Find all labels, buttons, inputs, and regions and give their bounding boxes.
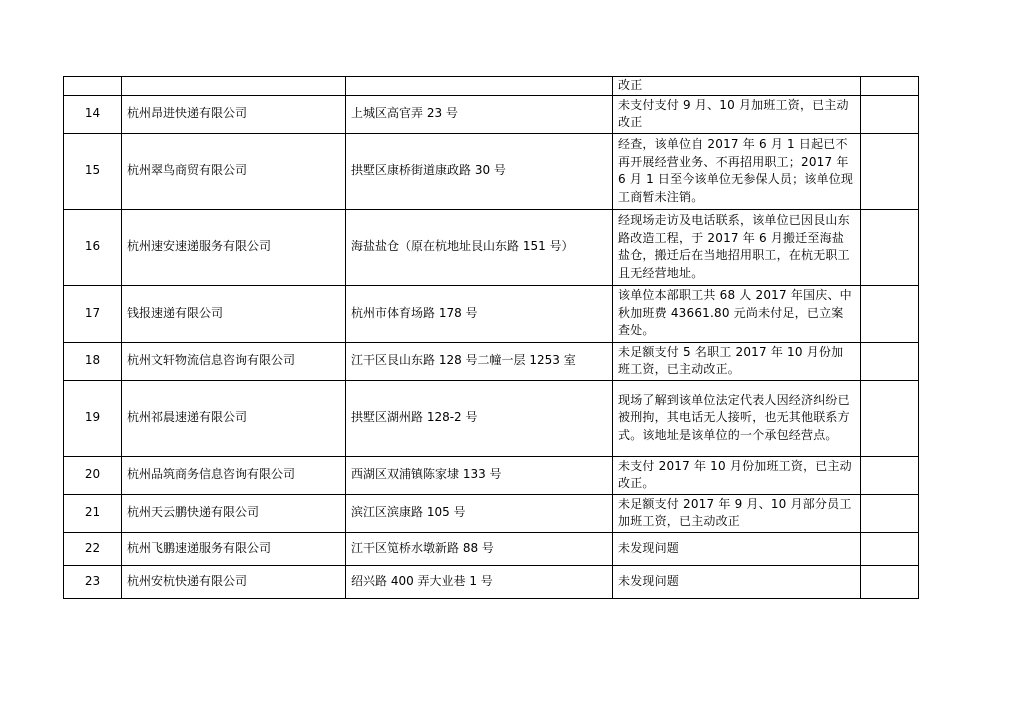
table-row	[64, 95, 919, 133]
company-name: 钱报速递有限公司	[122, 285, 346, 342]
table-row	[64, 456, 919, 494]
company-address: 滨江区滨康路 105 号	[346, 494, 613, 532]
company-name: 杭州昂进快递有限公司	[122, 95, 346, 133]
row-number	[64, 77, 122, 96]
remark-cell	[861, 133, 919, 209]
remark-cell	[861, 456, 919, 494]
inspection-result: 经现场走访及电话联系，该单位已因艮山东路改造工程，于 2017 年 6 月搬迁至海盐盐仓，搬迁后在当地招用职工，在杭无职工且无经营地址。	[613, 209, 861, 285]
company-name	[122, 77, 346, 96]
company-address	[346, 77, 613, 96]
remark-cell	[861, 342, 919, 380]
table-row	[64, 380, 919, 456]
table-row	[64, 133, 919, 209]
company-name: 杭州文轩物流信息咨询有限公司	[122, 342, 346, 380]
inspection-result: 未支付 2017 年 10 月份加班工资，已主动改正。	[613, 456, 861, 494]
remark-cell	[861, 565, 919, 598]
row-number: 15	[64, 133, 122, 209]
inspection-result: 未发现问题	[613, 532, 861, 565]
company-address: 拱墅区湖州路 128-2 号	[346, 380, 613, 456]
company-name: 杭州品筑商务信息咨询有限公司	[122, 456, 346, 494]
inspection-result: 未足额支付 5 名职工 2017 年 10 月份加班工资，已主动改正。	[613, 342, 861, 380]
inspection-results-table	[63, 76, 919, 599]
remark-cell	[861, 494, 919, 532]
inspection-result: 该单位本部职工共 68 人 2017 年国庆、中秋加班费 43661.80 元尚未付足，已立案查处。	[613, 285, 861, 342]
table-row	[64, 285, 919, 342]
company-name: 杭州安杭快递有限公司	[122, 565, 346, 598]
remark-cell	[861, 380, 919, 456]
row-number: 21	[64, 494, 122, 532]
inspection-result: 未发现问题	[613, 565, 861, 598]
company-name: 杭州飞鹏速递服务有限公司	[122, 532, 346, 565]
row-number: 17	[64, 285, 122, 342]
company-address: 上城区高官弄 23 号	[346, 95, 613, 133]
company-address: 江干区艮山东路 128 号二幢一层 1253 室	[346, 342, 613, 380]
remark-cell	[861, 95, 919, 133]
inspection-result: 未足额支付 2017 年 9 月、10 月部分员工加班工资，已主动改正	[613, 494, 861, 532]
company-name: 杭州祁晨速递有限公司	[122, 380, 346, 456]
table-row	[64, 209, 919, 285]
row-number: 16	[64, 209, 122, 285]
company-name: 杭州天云鹏快递有限公司	[122, 494, 346, 532]
company-address: 海盐盐仓（原在杭地址艮山东路 151 号）	[346, 209, 613, 285]
company-address: 西湖区双浦镇陈家埭 133 号	[346, 456, 613, 494]
row-number: 19	[64, 380, 122, 456]
table-row	[64, 77, 919, 96]
company-address: 拱墅区康桥街道康政路 30 号	[346, 133, 613, 209]
remark-cell	[861, 209, 919, 285]
row-number: 20	[64, 456, 122, 494]
table-row	[64, 494, 919, 532]
company-address: 杭州市体育场路 178 号	[346, 285, 613, 342]
inspection-result: 现场了解到该单位法定代表人因经济纠纷已被刑拘，其电话无人接听，也无其他联系方式。该地址是该单位的一个承包经营点。	[613, 380, 861, 456]
company-address: 江干区笕桥水墩新路 88 号	[346, 532, 613, 565]
inspection-result: 未支付支付 9 月、10 月加班工资，已主动改正	[613, 95, 861, 133]
inspection-result: 改正	[613, 77, 861, 96]
remark-cell	[861, 532, 919, 565]
remark-cell	[861, 77, 919, 96]
row-number: 18	[64, 342, 122, 380]
company-name: 杭州速安速递服务有限公司	[122, 209, 346, 285]
row-number: 23	[64, 565, 122, 598]
company-address: 绍兴路 400 弄大业巷 1 号	[346, 565, 613, 598]
row-number: 22	[64, 532, 122, 565]
table-row	[64, 342, 919, 380]
row-number: 14	[64, 95, 122, 133]
table-row	[64, 532, 919, 565]
company-name: 杭州翠鸟商贸有限公司	[122, 133, 346, 209]
remark-cell	[861, 285, 919, 342]
inspection-result: 经查，该单位自 2017 年 6 月 1 日起已不再开展经营业务、不再招用职工；2017 年 6 月 1 日至今该单位无参保人员；该单位现工商暂未注销。	[613, 133, 861, 209]
table-row	[64, 565, 919, 598]
